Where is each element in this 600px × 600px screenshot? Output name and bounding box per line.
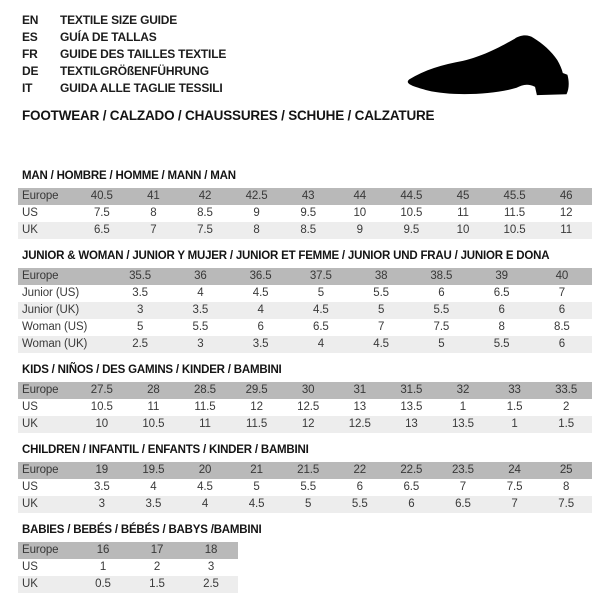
size-table-title: JUNIOR & WOMAN / JUNIOR Y MUJER / JUNIOR ET FEMME / JUNIOR UND FRAU / JUNIOR E DONA: [22, 250, 550, 262]
lang-code: DE: [22, 64, 39, 78]
table-row: [18, 542, 238, 559]
size-cell: 22.5: [400, 464, 423, 476]
size-cell: 6: [438, 287, 445, 299]
size-table-1: [18, 250, 592, 353]
size-cell: 21.5: [297, 464, 320, 476]
row-label: US: [22, 401, 38, 413]
size-cell: 1.5: [558, 418, 574, 430]
lang-row-fr: [22, 46, 434, 63]
size-table-rows: [18, 462, 592, 513]
size-cell: 36.5: [249, 270, 272, 282]
size-cell: 11: [457, 207, 469, 219]
size-cell: 23.5: [451, 464, 474, 476]
size-table-title: KIDS / NIÑOS / DES GAMINS / KINDER / BAMBINI: [22, 364, 282, 376]
size-cell: 10.5: [503, 224, 526, 236]
table-row: [18, 496, 592, 513]
lang-row-es: [22, 29, 434, 46]
row-label: Europe: [22, 190, 59, 202]
size-cell: 6: [356, 481, 363, 493]
size-cell: 38.5: [430, 270, 453, 282]
size-cell: 6: [558, 338, 566, 350]
row-label: Europe: [22, 464, 59, 476]
lang-code: ES: [22, 30, 38, 44]
size-cell: 9.5: [403, 224, 420, 236]
size-table-title: MAN / HOMBRE / HOMME / MANN / MAN: [22, 170, 236, 182]
lang-label: TEXTILE SIZE GUIDE: [60, 13, 178, 27]
size-cell: 8: [562, 481, 570, 493]
size-cell: 5.5: [493, 338, 510, 350]
size-cell: 7.5: [506, 481, 523, 493]
size-table-rows: [18, 188, 592, 239]
size-table-title: BABIES / BEBÉS / BÉBÉS / BABYS /BAMBINI: [22, 524, 262, 536]
size-cell: 5.5: [433, 304, 450, 316]
size-cell: 13: [353, 401, 367, 413]
size-cell: 10: [353, 207, 367, 219]
size-cell: 13: [405, 418, 418, 430]
size-cell: 3.5: [145, 498, 162, 510]
size-cell: 5.5: [373, 287, 389, 299]
row-label: Junior (UK): [22, 304, 80, 316]
size-cell: 35.5: [129, 270, 152, 282]
size-table-title: CHILDREN / INFANTIL / ENFANTS / KINDER / BAMBINI: [22, 444, 309, 456]
size-cell: 12.5: [348, 418, 371, 430]
size-cell: 13.5: [400, 401, 423, 413]
lang-label: GUIDA ALLE TAGLIE TESSILI: [60, 81, 223, 95]
row-label: Europe: [22, 384, 59, 396]
size-cell: 28.5: [193, 384, 216, 396]
size-cell: 5: [377, 304, 385, 316]
lang-label: TEXTILGRÖßENFÜHRUNG: [60, 64, 209, 78]
size-cell: 3.5: [192, 304, 209, 316]
size-cell: 11.5: [503, 207, 526, 219]
size-cell: 1.5: [506, 401, 523, 413]
size-cell: 7: [150, 224, 157, 236]
size-cell: 32: [456, 384, 470, 396]
size-cell: 4: [197, 287, 204, 299]
size-cell: 42.5: [245, 190, 268, 202]
size-cell: 2.5: [132, 338, 148, 350]
size-cell: 11: [147, 401, 160, 413]
size-cell: 11: [199, 418, 211, 430]
size-cell: 7.5: [433, 321, 450, 333]
size-cell: 6.5: [93, 224, 110, 236]
size-cell: 6: [408, 498, 415, 510]
size-cell: 20: [198, 464, 212, 476]
size-cell: 1.5: [149, 578, 165, 590]
table-row: [18, 336, 592, 353]
size-cell: 13.5: [451, 418, 474, 430]
lang-row-en: [22, 12, 434, 29]
size-cell: 11.5: [246, 418, 268, 430]
size-cell: 5.5: [192, 321, 209, 333]
size-cell: 8: [150, 207, 157, 219]
size-cell: 6.5: [493, 287, 510, 299]
size-cell: 5: [438, 338, 445, 350]
size-cell: 9.5: [300, 207, 317, 219]
size-cell: 3: [207, 561, 215, 573]
size-cell: 16: [96, 544, 110, 556]
size-cell: 12: [250, 401, 263, 413]
category-title: FOOTWEAR / CALZADO / CHAUSSURES / SCHUHE / CALZATURE: [22, 108, 435, 123]
size-cell: 10.5: [142, 418, 165, 430]
size-cell: 4: [257, 304, 264, 316]
size-cell: 11.5: [194, 401, 216, 413]
size-cell: 3.5: [252, 338, 269, 350]
size-cell: 29.5: [245, 384, 268, 396]
row-label: US: [22, 207, 38, 219]
size-cell: 10: [456, 224, 470, 236]
size-table-rows: [18, 268, 592, 353]
size-cell: 40: [555, 270, 569, 282]
size-cell: 37.5: [309, 270, 332, 282]
row-label: Junior (US): [22, 287, 80, 299]
size-cell: 43: [301, 190, 315, 202]
size-cell: 4.5: [248, 498, 265, 510]
size-cell: 9: [356, 224, 363, 236]
size-cell: 31: [353, 384, 367, 396]
size-cell: 4.5: [197, 481, 213, 493]
size-cell: 7: [377, 321, 385, 333]
table-row: [18, 319, 592, 336]
table-row: [18, 462, 592, 479]
size-cell: 5: [305, 498, 312, 510]
size-cell: 12: [559, 207, 573, 219]
size-cell: 19: [95, 464, 109, 476]
size-cell: 3: [197, 338, 204, 350]
size-table-0: [18, 170, 592, 239]
size-cell: 7.5: [93, 207, 110, 219]
size-cell: 44.5: [400, 190, 423, 202]
row-label: UK: [22, 578, 38, 590]
size-cell: 44: [353, 190, 367, 202]
row-label: Europe: [22, 544, 59, 556]
table-row: [18, 302, 592, 319]
size-cell: 7: [558, 287, 566, 299]
size-cell: 33: [508, 384, 521, 396]
size-cell: 39: [495, 270, 508, 282]
size-cell: 8.5: [197, 207, 213, 219]
size-cell: 12: [301, 418, 315, 430]
size-cell: 18: [204, 544, 218, 556]
size-cell: 5.5: [351, 498, 368, 510]
size-cell: 12.5: [297, 401, 320, 413]
size-table-3: [18, 444, 592, 513]
size-cell: 7.5: [197, 224, 213, 236]
size-cell: 3: [98, 498, 105, 510]
size-cell: 8.5: [554, 321, 570, 333]
table-row: [18, 188, 592, 205]
size-cell: 8: [498, 321, 505, 333]
size-cell: 4: [201, 498, 209, 510]
table-row: [18, 205, 592, 222]
size-cell: 3: [136, 304, 144, 316]
size-cell: 5.5: [300, 481, 317, 493]
size-cell: 28: [147, 384, 160, 396]
size-cell: 42: [198, 190, 212, 202]
size-cell: 36: [194, 270, 207, 282]
size-cell: 25: [559, 464, 573, 476]
lang-row-it: [22, 80, 434, 97]
language-header: [22, 12, 434, 123]
row-label: Europe: [22, 270, 59, 282]
lang-code: FR: [22, 47, 38, 61]
size-table-rows: [18, 542, 238, 593]
table-row: [18, 559, 238, 576]
table-row: [18, 268, 592, 285]
size-cell: 1: [99, 561, 107, 573]
size-cell: 0.5: [95, 578, 111, 590]
size-cell: 30: [301, 384, 315, 396]
size-cell: 4.5: [313, 304, 329, 316]
size-cell: 10.5: [90, 401, 113, 413]
size-cell: 41: [147, 190, 160, 202]
dress-shoe-icon: [400, 30, 585, 102]
size-cell: 17: [150, 544, 164, 556]
size-table-2: [18, 364, 592, 433]
size-cell: 6.5: [403, 481, 420, 493]
size-cell: 21: [250, 464, 263, 476]
table-row: [18, 382, 592, 399]
size-cell: 6.5: [313, 321, 329, 333]
size-cell: 2: [153, 561, 161, 573]
size-cell: 1: [511, 418, 518, 430]
size-cell: 2.5: [203, 578, 219, 590]
size-cell: 2: [562, 401, 570, 413]
lang-code: IT: [22, 81, 33, 95]
size-cell: 27.5: [90, 384, 113, 396]
size-cell: 38: [374, 270, 388, 282]
lang-code: EN: [22, 13, 39, 27]
size-cell: 31.5: [400, 384, 423, 396]
size-cell: 4: [317, 338, 325, 350]
size-cell: 5: [253, 481, 260, 493]
size-cell: 40.5: [90, 190, 113, 202]
size-cell: 10: [95, 418, 109, 430]
table-row: [18, 285, 592, 302]
lang-label: GUÍA DE TALLAS: [60, 30, 157, 44]
size-cell: 3.5: [132, 287, 148, 299]
row-label: Woman (US): [22, 321, 88, 333]
size-cell: 19.5: [142, 464, 165, 476]
size-cell: 4.5: [373, 338, 389, 350]
size-cell: 10.5: [400, 207, 423, 219]
size-cell: 1: [459, 401, 467, 413]
table-row: [18, 576, 238, 593]
size-cell: 11: [560, 224, 573, 236]
size-cell: 7: [459, 481, 467, 493]
table-row: [18, 416, 592, 433]
lang-label: GUIDE DES TAILLES TEXTILE: [60, 47, 227, 61]
table-row: [18, 222, 592, 239]
size-cell: 4: [150, 481, 157, 493]
size-cell: 3.5: [93, 481, 110, 493]
size-cell: 4.5: [252, 287, 269, 299]
size-table-rows: [18, 382, 592, 433]
row-label: UK: [22, 224, 38, 236]
size-cell: 45.5: [503, 190, 526, 202]
row-label: UK: [22, 418, 38, 430]
size-cell: 46: [559, 190, 573, 202]
size-cell: 7: [511, 498, 518, 510]
row-label: US: [22, 561, 38, 573]
size-cell: 6: [257, 321, 264, 333]
size-tables: [18, 170, 592, 600]
size-cell: 7.5: [558, 498, 574, 510]
size-cell: 22: [353, 464, 367, 476]
size-cell: 33.5: [555, 384, 578, 396]
row-label: US: [22, 481, 38, 493]
size-cell: 6.5: [455, 498, 471, 510]
lang-row-de: [22, 63, 434, 80]
size-cell: 45: [456, 190, 470, 202]
size-cell: 8.5: [300, 224, 317, 236]
size-cell: 5: [136, 321, 144, 333]
size-table-4: [18, 524, 592, 593]
size-cell: 6: [558, 304, 566, 316]
size-cell: 5: [317, 287, 325, 299]
table-row: [18, 399, 592, 416]
size-cell: 6: [498, 304, 505, 316]
size-cell: 8: [253, 224, 260, 236]
size-cell: 24: [508, 464, 521, 476]
row-label: Woman (UK): [22, 338, 88, 350]
row-label: UK: [22, 498, 38, 510]
table-row: [18, 479, 592, 496]
size-cell: 9: [253, 207, 260, 219]
